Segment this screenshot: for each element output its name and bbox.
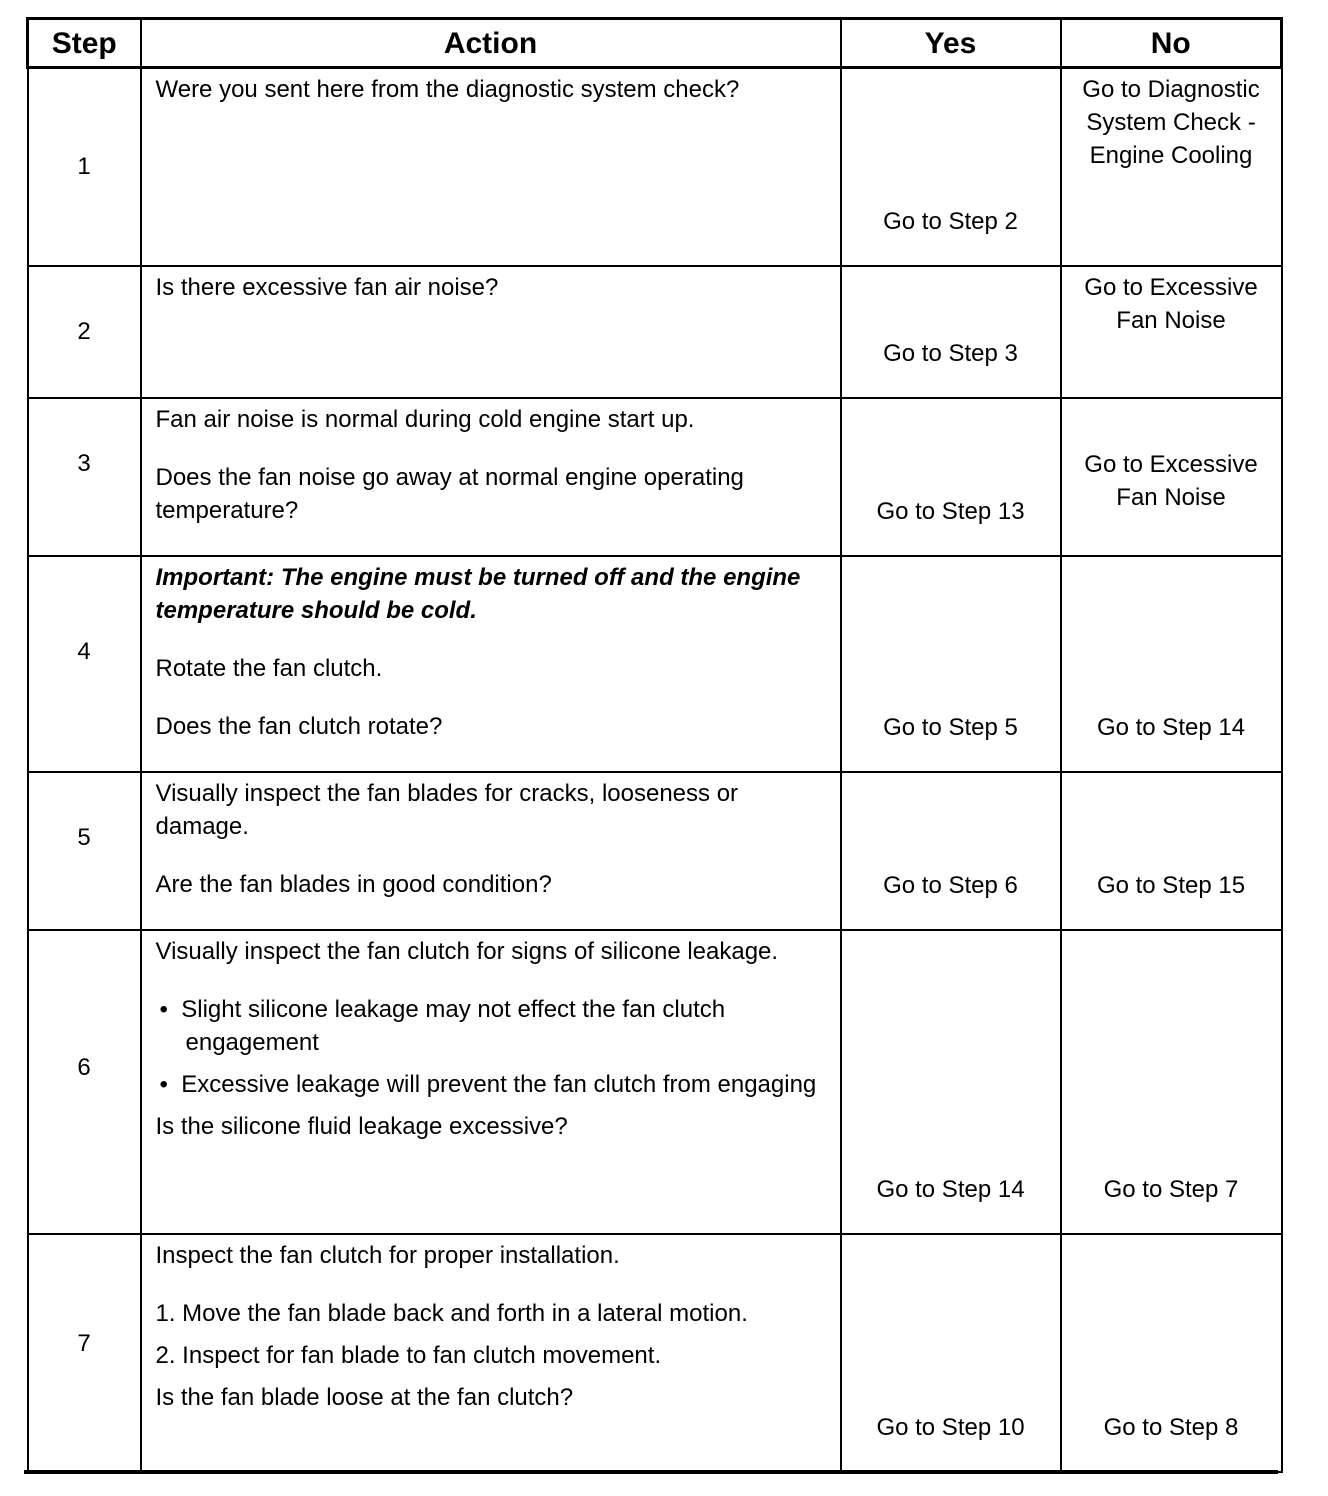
action-question: Is the fan blade loose at the fan clutch? [155, 1383, 574, 1411]
step-number: 1 [28, 68, 141, 266]
yes-cell: Go to Step 13 [841, 398, 1061, 556]
diagnostic-table [26, 17, 1283, 1473]
bullet-item: • Slight silicone leakage may not effect the fan clutch engagement [159, 995, 726, 1056]
bottom-rule [24, 1470, 1278, 1474]
important-note: Important: The engine must be turned off and the engine temperature should be cold. [155, 563, 801, 624]
table-row [28, 772, 1282, 930]
bullet-text: Slight silicone leakage may not effect the fan clutch engagement [181, 995, 726, 1056]
table-row [28, 556, 1282, 772]
no-cell: Go to Step 7 [1061, 930, 1282, 1234]
no-cell [1061, 266, 1282, 398]
header-row [28, 19, 1282, 68]
action-cell [141, 556, 841, 772]
action-cell [141, 68, 841, 266]
step-number: 3 [28, 398, 141, 556]
step-number: 7 [28, 1234, 141, 1472]
table-row [28, 930, 1282, 1234]
action-cell [141, 772, 841, 930]
header-no: No [1061, 19, 1282, 68]
action-text: Were you sent here from the diagnostic system check? [155, 76, 740, 103]
action-text: Inspect the fan clutch for proper installation. [155, 1241, 620, 1269]
yes-cell: Go to Step 3 [841, 266, 1061, 398]
action-cell [141, 398, 841, 556]
header-yes: Yes [841, 19, 1061, 68]
step-number: 4 [28, 556, 141, 772]
yes-cell: Go to Step 5 [841, 556, 1061, 772]
step-number: 2 [28, 266, 141, 398]
numbered-item: 1. Move the fan blade back and forth in a lateral motion. [155, 1299, 748, 1327]
yes-cell: Go to Step 6 [841, 772, 1061, 930]
table-row [28, 68, 1282, 266]
header-step: Step [28, 19, 141, 68]
action-text: Is there excessive fan air noise? [155, 273, 499, 301]
step-number: 6 [28, 930, 141, 1234]
action-question: Are the fan blades in good condition? [155, 870, 552, 898]
no-text: Go to Diagnostic System Check - Engine Cooling [1082, 76, 1260, 169]
step-number: 5 [28, 772, 141, 930]
no-cell: Go to Step 15 [1061, 772, 1282, 930]
numbered-item: 2. Inspect for fan blade to fan clutch movement. [155, 1341, 662, 1369]
no-text: Go to Excessive Fan Noise [1084, 273, 1258, 334]
action-text: Visually inspect the fan clutch for signs of silicone leakage. [155, 937, 779, 965]
action-text: Fan air noise is normal during cold engine start up. [155, 405, 695, 433]
no-cell [1061, 68, 1282, 266]
action-cell [141, 1234, 841, 1472]
bullet-item: • Excessive leakage will prevent the fan clutch from engaging [159, 1070, 817, 1098]
no-cell [1061, 398, 1282, 556]
yes-cell: Go to Step 14 [841, 930, 1061, 1234]
table-row [28, 398, 1282, 556]
yes-cell: Go to Step 2 [841, 68, 1061, 266]
yes-cell: Go to Step 10 [841, 1234, 1061, 1472]
action-cell [141, 930, 841, 1234]
table-row [28, 266, 1282, 398]
action-question: Does the fan noise go away at normal engine operating temperature? [155, 463, 744, 524]
no-text: Go to Excessive Fan Noise [1084, 450, 1258, 511]
action-text: Rotate the fan clutch. [155, 654, 383, 682]
action-text: Visually inspect the fan blades for cracks, looseness or damage. [155, 779, 739, 840]
header-action: Action [141, 19, 841, 68]
action-question: Does the fan clutch rotate? [155, 712, 443, 740]
bullet-text: Excessive leakage will prevent the fan clutch from engaging [181, 1070, 817, 1098]
no-cell: Go to Step 8 [1061, 1234, 1282, 1472]
action-cell [141, 266, 841, 398]
action-question: Is the silicone fluid leakage excessive? [155, 1112, 568, 1140]
no-cell: Go to Step 14 [1061, 556, 1282, 772]
table-row [28, 1234, 1282, 1472]
